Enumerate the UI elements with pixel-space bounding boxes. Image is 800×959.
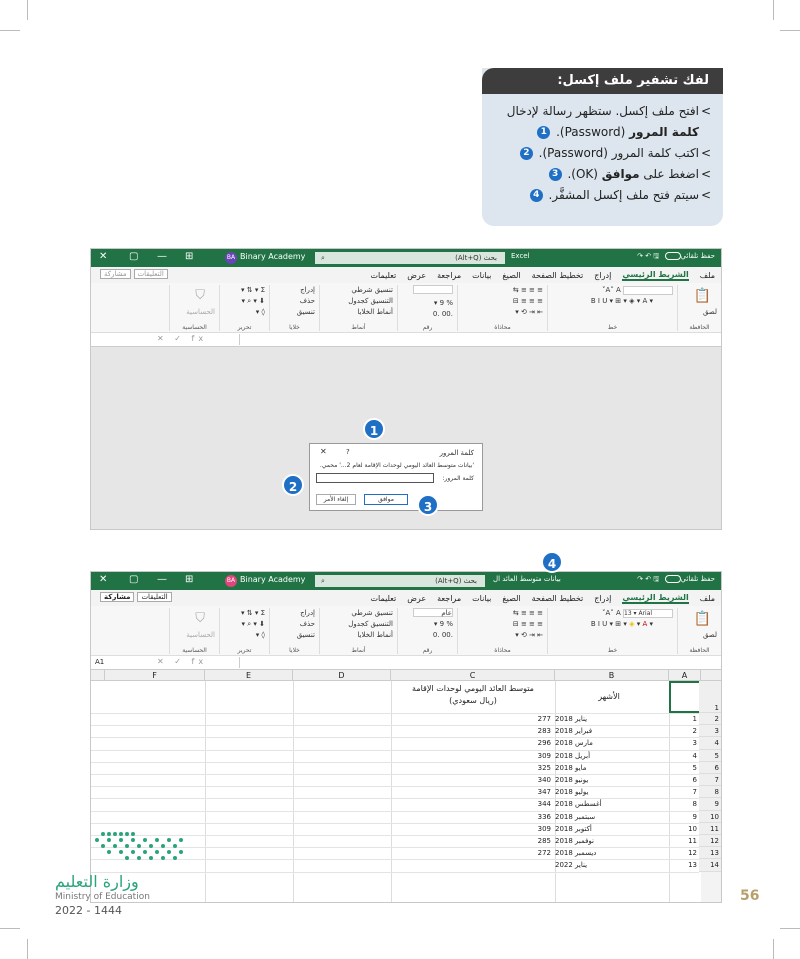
cell-revenue[interactable]: 272: [537, 849, 551, 858]
conditional-format-button[interactable]: تنسيق شرطي: [351, 286, 393, 294]
autosave-toggle[interactable]: [665, 252, 681, 260]
selected-cell-a1[interactable]: [669, 681, 701, 713]
avatar: BA: [225, 252, 237, 264]
font-select[interactable]: 13 ▾ Arial A˄ A˅: [548, 608, 677, 619]
editing-group: Σ ▾ ⇅ ▾ ⬇ ▾ ⌕ ▾ ◊ ▾ تحرير: [219, 608, 269, 654]
share-button[interactable]: مشاركة: [100, 269, 131, 279]
indent-icons[interactable]: ⇤ ⇥ ⟲ ▾: [515, 308, 543, 316]
undo-icon[interactable]: ↶: [645, 575, 652, 583]
callout-2: 2: [282, 474, 304, 496]
comments-button[interactable]: التعليقات: [134, 269, 168, 279]
row-header[interactable]: 11: [699, 823, 721, 835]
cell-index[interactable]: 1: [692, 715, 697, 723]
ribbon-tabs: [91, 267, 721, 283]
header-avg-revenue[interactable]: متوسط العائد اليومي لوحدات الإقامة: [412, 684, 534, 693]
step-number-badge: 4: [530, 189, 543, 202]
cell-month[interactable]: نوفمبر 2018: [555, 837, 594, 845]
cell-index[interactable]: 5: [692, 763, 697, 772]
format-cells-button[interactable]: تنسيق: [296, 631, 315, 639]
conditional-format-button[interactable]: تنسيق شرطي: [351, 609, 393, 617]
clipboard-group: 📋 لصق الحافظة: [677, 285, 721, 331]
cell-month[interactable]: يوليو 2018: [555, 788, 589, 797]
cell-month[interactable]: فبراير 2018: [555, 727, 593, 736]
decimal-icons[interactable]: .00 .0: [432, 310, 453, 318]
save-icon[interactable]: 🖫: [653, 575, 660, 583]
cell-index[interactable]: 9: [692, 812, 697, 821]
cell-revenue[interactable]: 277: [537, 715, 551, 723]
number-format-select[interactable]: عام: [398, 608, 457, 619]
callout-4: 4: [541, 551, 563, 573]
excel-window-password: [90, 248, 722, 530]
cell-revenue[interactable]: 309: [537, 751, 551, 760]
cell-index[interactable]: 10: [688, 824, 697, 833]
row-header[interactable]: 3: [699, 725, 721, 737]
font-format-icons[interactable]: B I U ▾ ⊞ ▾ ◈ ▾ A ▾: [590, 297, 653, 305]
percent-icons[interactable]: % 9 ▾: [433, 299, 453, 307]
crop-mark: [780, 30, 800, 31]
close-icon[interactable]: ✕: [99, 251, 108, 262]
instruction-step: > اضغط على موافق (OK). 3: [490, 164, 711, 185]
step-number-badge: 2: [520, 147, 533, 160]
undo-icon[interactable]: ↶: [645, 252, 652, 260]
font-format-icons[interactable]: B I U ▾ ⊞ ▾ ◈ ▾ A ▾: [590, 620, 653, 628]
instruction-list: [482, 94, 723, 206]
row-header[interactable]: 9: [699, 798, 721, 810]
avatar: BA: [225, 575, 237, 587]
cell-index[interactable]: 6: [692, 776, 697, 784]
ribbon-tabs: [91, 590, 721, 606]
cell-month[interactable]: أكتوبر 2018: [555, 824, 592, 833]
row-header[interactable]: 8: [699, 786, 721, 798]
tab-help[interactable]: تعليمات: [370, 593, 397, 603]
ribbon: [91, 283, 721, 333]
font-group: 13 ▾ Arial A˄ A˅ B I U ▾ ⊞ ▾ ◈ ▾ A ▾ خط: [547, 608, 677, 654]
share-button[interactable]: مشاركة: [100, 592, 134, 602]
cell-revenue[interactable]: 340: [537, 776, 551, 784]
formula-bar: [91, 333, 721, 347]
cell-index[interactable]: 12: [688, 849, 697, 858]
instruction-step: > اكتب كلمة المرور (Password). 2: [490, 143, 711, 164]
delete-cells-button[interactable]: حذف: [299, 620, 315, 628]
cell-revenue[interactable]: 325: [537, 763, 551, 772]
editing-group: Σ ▾ ⇅ ▾ ⬇ ▾ ⌕ ▾ ◊ ▾ تحرير: [219, 285, 269, 331]
alignment-group: ≡ ≡ ≡ ⇆ ≡ ≡ ≡ ⊟ ⇤ ⇥ ⟲ ▾ محاذاة: [457, 285, 547, 331]
cell-revenue[interactable]: 285: [537, 837, 551, 845]
crop-mark: [27, 0, 28, 20]
page-number: 56: [740, 888, 760, 904]
quick-access: حفظ تلقائي 🖫 ↶ ↷: [637, 252, 715, 260]
share-area: [97, 269, 168, 279]
ok-button[interactable]: موافق: [364, 494, 408, 505]
cells-group: إدراج حذف تنسيق خلايا: [269, 285, 319, 331]
insert-cells-button[interactable]: إدراج: [300, 286, 315, 294]
search-box[interactable]: ⌕ بحث (Alt+Q): [315, 575, 485, 587]
tab-home[interactable]: الشريط الرئيسي: [622, 269, 689, 279]
sum-icon[interactable]: Σ ▾ ⇅ ▾: [240, 286, 265, 294]
paste-icon[interactable]: 📋: [693, 611, 711, 627]
password-label: كلمة المرور:: [442, 475, 474, 482]
dialog-title: كلمة المرور: [439, 449, 474, 457]
font-group: A˄ A˅ B I U ▾ ⊞ ▾ ◈ ▾ A ▾ خط: [547, 285, 677, 331]
cell-revenue[interactable]: 347: [537, 788, 551, 797]
column-header[interactable]: D: [293, 670, 391, 681]
formula-buttons[interactable]: ✕ ✓ fx: [157, 657, 208, 666]
save-icon[interactable]: 🖫: [653, 252, 660, 260]
clear-icon[interactable]: ◊ ▾: [255, 631, 265, 639]
cell-month[interactable]: يونيو 2018: [555, 776, 589, 784]
header-currency[interactable]: (ريال سعودي): [449, 696, 497, 705]
edition-year: 2022 - 1444: [55, 904, 122, 917]
font-select[interactable]: A˄ A˅: [548, 285, 677, 296]
password-dialog: [309, 443, 483, 511]
cell-month[interactable]: يناير 2018: [555, 715, 588, 723]
restore-icon[interactable]: ▢: [129, 251, 139, 262]
cell-index[interactable]: 8: [692, 800, 697, 809]
column-header[interactable]: A: [669, 670, 701, 681]
row-header[interactable]: 1: [699, 681, 721, 713]
step-number-badge: 1: [537, 126, 550, 139]
align-icons[interactable]: ≡ ≡ ≡ ⇆: [512, 609, 543, 617]
step-number-badge: 3: [549, 168, 562, 181]
tab-data[interactable]: بيانات: [472, 593, 492, 603]
quick-access: حفظ تلقائي 🖫 ↶ ↷: [637, 575, 715, 583]
file-name[interactable]: بيانات متوسط العائد ال: [493, 575, 561, 583]
dialog-message: 'بيانات متوسط العائد اليومي لوحدات الإقامة لعام 2...' محمي.: [319, 462, 474, 469]
minimize-icon[interactable]: —: [157, 251, 167, 262]
cell-index[interactable]: 11: [688, 837, 697, 845]
format-table-button[interactable]: التنسيق كجدول: [348, 620, 393, 628]
instruction-step: > افتح ملف إكسل. ستظهر رسالة لإدخال كلمة المرور (Password). 1: [490, 101, 711, 143]
row-gridline: [91, 823, 699, 824]
formula-input[interactable]: [239, 334, 717, 345]
sensitivity-group: ⛉ الحساسية الحساسية: [169, 608, 219, 654]
cell-month[interactable]: أغسطس 2018: [555, 800, 602, 809]
ministry-name-en: Ministry of Education: [55, 892, 150, 902]
row-header[interactable]: 10: [699, 811, 721, 823]
tab-insert[interactable]: إدراج: [594, 270, 612, 280]
number-group: عام % 9 ▾ .00 .0 رقم: [397, 608, 457, 654]
callout-3: 3: [417, 494, 439, 516]
styles-group: تنسيق شرطي التنسيق كجدول أنماط الخلايا أنماط: [319, 608, 397, 654]
decimal-icons[interactable]: .00 .0: [432, 631, 453, 639]
formula-buttons[interactable]: ✕ ✓ fx: [157, 334, 208, 343]
crop-mark: [0, 30, 20, 31]
row-header[interactable]: 6: [699, 762, 721, 774]
alignment-group: ≡ ≡ ≡ ⇆ ≡ ≡ ≡ ⊟ ⇤ ⇥ ⟲ ▾ محاذاة: [457, 608, 547, 654]
row-header[interactable]: 13: [699, 847, 721, 859]
row-gridline: [91, 750, 699, 751]
sensitivity-group: ⛉ الحساسية الحساسية: [169, 285, 219, 331]
cell-month[interactable]: يناير 2022: [555, 861, 588, 870]
cell-month[interactable]: مارس 2018: [555, 739, 593, 748]
tab-view[interactable]: عرض: [407, 270, 427, 280]
tab-formulas[interactable]: الصيغ: [502, 270, 521, 280]
close-icon[interactable]: ✕: [99, 574, 108, 585]
row-gridline: [91, 774, 699, 775]
crop-mark: [0, 928, 20, 929]
number-group: % 9 ▾ .00 .0 رقم: [397, 285, 457, 331]
redo-icon[interactable]: ↷: [637, 575, 643, 583]
column-header[interactable]: B: [555, 670, 669, 681]
app-name: Excel: [511, 252, 530, 260]
name-box[interactable]: A1: [95, 658, 105, 666]
cell-index[interactable]: 4: [692, 751, 697, 760]
tab-page-layout[interactable]: تخطيط الصفحة: [531, 593, 584, 603]
column-header[interactable]: C: [391, 670, 555, 681]
fill-icon[interactable]: ⬇ ▾ ⌕ ▾: [241, 620, 265, 628]
cell-index[interactable]: 7: [692, 788, 697, 797]
cell-revenue[interactable]: 344: [537, 800, 551, 809]
cell-month[interactable]: مايو 2018: [555, 763, 587, 772]
cell-styles-button[interactable]: أنماط الخلايا: [357, 308, 393, 316]
number-format-select[interactable]: [398, 285, 457, 298]
sensitivity-icon[interactable]: ⛉: [195, 611, 205, 626]
restore-icon[interactable]: ▢: [129, 574, 139, 585]
row-header[interactable]: 2: [699, 713, 721, 725]
row-gridline: [91, 811, 699, 812]
formula-bar: [91, 656, 721, 670]
row-header[interactable]: 14: [699, 859, 721, 871]
clipboard-group: 📋 لصق الحافظة: [677, 608, 721, 654]
tab-help[interactable]: تعليمات: [370, 270, 397, 280]
title-bar: [91, 572, 721, 590]
indent-icons[interactable]: ⇤ ⇥ ⟲ ▾: [515, 631, 543, 639]
row-header[interactable]: 7: [699, 774, 721, 786]
align-icons[interactable]: ≡ ≡ ≡ ⇆: [512, 286, 543, 294]
row-gridline: [91, 762, 699, 763]
cell-revenue[interactable]: 336: [537, 812, 551, 821]
minimize-icon[interactable]: —: [157, 574, 167, 585]
redo-icon[interactable]: ↷: [637, 252, 643, 260]
search-icon: ⌕: [321, 577, 325, 585]
tab-insert[interactable]: إدراج: [594, 593, 612, 603]
percent-icons[interactable]: % 9 ▾: [433, 620, 453, 628]
crop-mark: [773, 939, 774, 959]
cell-revenue[interactable]: 309: [537, 824, 551, 833]
comments-button[interactable]: التعليقات: [137, 592, 171, 602]
instruction-step: > سيتم فتح ملف إكسل المشفَّر. 4: [490, 185, 711, 206]
formula-input[interactable]: [239, 657, 717, 668]
password-field[interactable]: [316, 473, 434, 483]
row-header[interactable]: 5: [699, 750, 721, 762]
column-header[interactable]: E: [205, 670, 293, 681]
tab-file[interactable]: ملف: [699, 270, 715, 280]
crop-mark: [773, 0, 774, 20]
tab-review[interactable]: مراجعة: [437, 270, 462, 280]
cancel-button[interactable]: إلغاء الأمر: [316, 494, 356, 505]
title-bar: [91, 249, 721, 267]
search-icon: ⌕: [321, 254, 325, 262]
format-table-button[interactable]: التنسيق كجدول: [348, 297, 393, 305]
row-header[interactable]: 4: [699, 737, 721, 749]
format-cells-button[interactable]: تنسيق: [296, 308, 315, 316]
ministry-logo: [55, 828, 195, 918]
column-header[interactable]: F: [105, 670, 205, 681]
crop-mark: [27, 939, 28, 959]
tab-home[interactable]: الشريط الرئيسي: [622, 592, 689, 602]
cell-revenue[interactable]: 296: [537, 739, 551, 748]
tab-view[interactable]: عرض: [407, 593, 427, 603]
ribbon-display-icon[interactable]: ⊞: [185, 574, 194, 585]
cells-group: إدراج حذف تنسيق خلايا: [269, 608, 319, 654]
header-months[interactable]: الأشهر: [598, 692, 620, 701]
corner: [701, 670, 722, 681]
select-all[interactable]: [91, 670, 105, 681]
ministry-name-ar: وزارة التعليم: [55, 872, 139, 891]
paste-icon[interactable]: 📋: [693, 288, 711, 304]
account[interactable]: BA Binary Academy: [225, 575, 305, 587]
clear-icon[interactable]: ◊ ▾: [255, 308, 265, 316]
tab-data[interactable]: بيانات: [472, 270, 492, 280]
styles-group: تنسيق شرطي التنسيق كجدول أنماط الخلايا أنماط: [319, 285, 397, 331]
insert-cells-button[interactable]: إدراج: [300, 609, 315, 617]
tab-page-layout[interactable]: تخطيط الصفحة: [531, 270, 584, 280]
callout-1: 1: [363, 418, 385, 440]
cell-index[interactable]: 2: [692, 727, 697, 736]
cell-index[interactable]: 13: [688, 861, 697, 870]
cell-month[interactable]: ديسمبر 2018: [555, 849, 597, 858]
tab-review[interactable]: مراجعة: [437, 593, 462, 603]
row-gridline: [91, 798, 699, 799]
autosave-toggle[interactable]: [665, 575, 681, 583]
align-icons-2[interactable]: ≡ ≡ ≡ ⊟: [512, 620, 543, 628]
account[interactable]: BA Binary Academy: [225, 252, 305, 264]
cell-index[interactable]: 3: [692, 739, 697, 748]
cell-month[interactable]: أبريل 2018: [555, 751, 591, 760]
tab-file[interactable]: ملف: [699, 593, 715, 603]
cell-styles-button[interactable]: أنماط الخلايا: [357, 631, 393, 639]
instruction-box: [482, 68, 723, 226]
tab-formulas[interactable]: الصيغ: [502, 593, 521, 603]
row-header[interactable]: 12: [699, 835, 721, 847]
row-gridline: [91, 737, 699, 738]
sensitivity-icon[interactable]: ⛉: [195, 288, 205, 303]
share-area: [97, 592, 172, 602]
close-icon[interactable]: ✕: [320, 447, 327, 456]
search-box[interactable]: ⌕ بحث (Alt+Q): [315, 252, 505, 264]
cell-month[interactable]: سبتمبر 2018: [555, 812, 596, 821]
name-box[interactable]: [93, 334, 153, 345]
fill-icon[interactable]: ⬇ ▾ ⌕ ▾: [241, 297, 265, 305]
cell-revenue[interactable]: 283: [537, 727, 551, 736]
row-gridline: [91, 725, 699, 726]
help-icon[interactable]: ?: [346, 448, 350, 456]
crop-mark: [780, 928, 800, 929]
row-gridline: [91, 786, 699, 787]
align-icons-2[interactable]: ≡ ≡ ≡ ⊟: [512, 297, 543, 305]
ribbon-display-icon[interactable]: ⊞: [185, 251, 194, 262]
instruction-title: لفك تشفير ملف إكسل:: [482, 68, 723, 94]
ribbon: [91, 606, 721, 656]
sum-icon[interactable]: Σ ▾ ⇅ ▾: [240, 609, 265, 617]
delete-cells-button[interactable]: حذف: [299, 297, 315, 305]
